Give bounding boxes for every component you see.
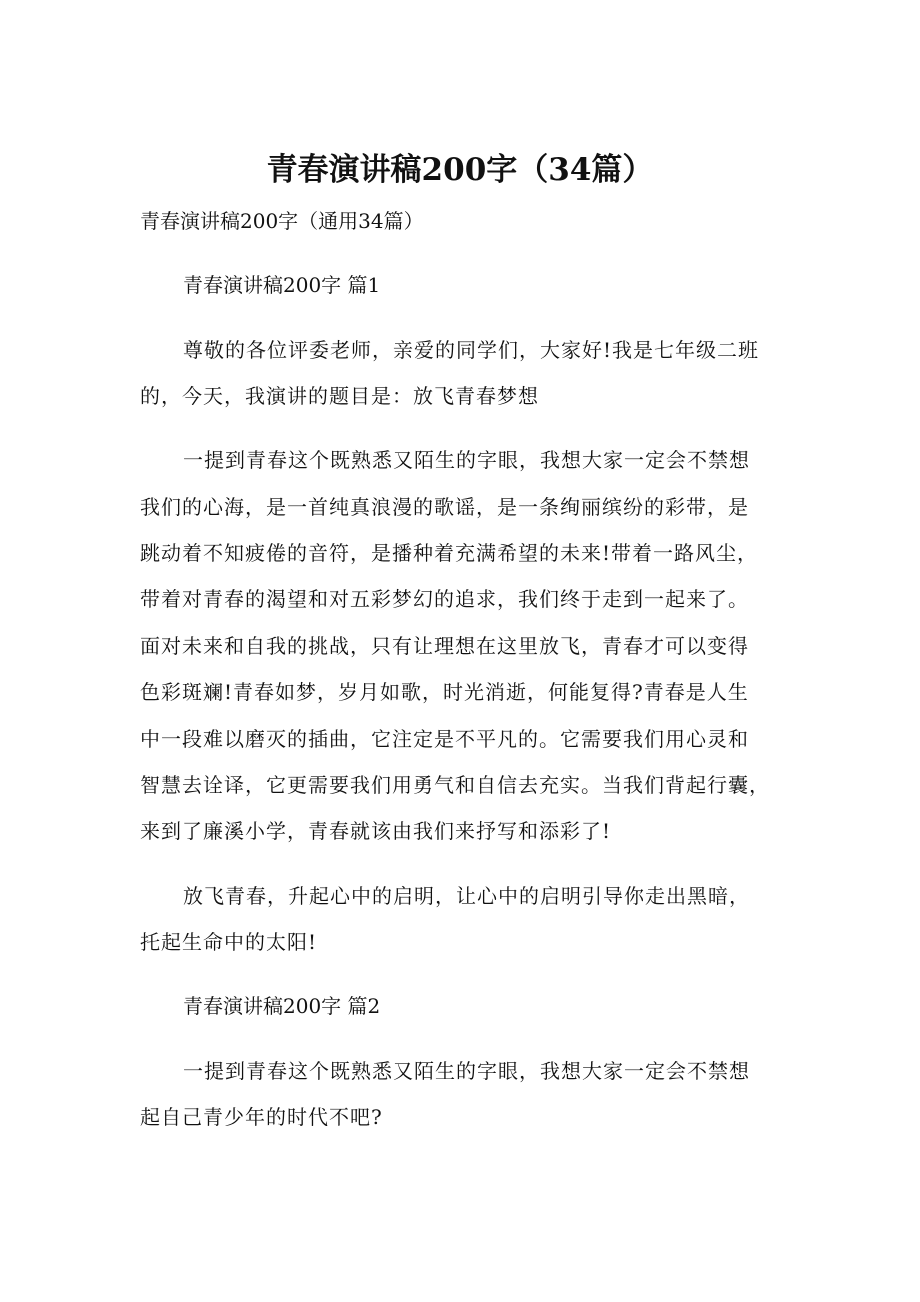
paragraph-line: 一提到青春这个既熟悉又陌生的字眼，我想大家一定会不禁想 bbox=[183, 1059, 750, 1083]
paragraph-line: 带着对青春的渴望和对五彩梦幻的追求，我们终于走到一起来了。 bbox=[140, 587, 749, 611]
paragraph-line: 托起生命中的太阳! bbox=[140, 930, 318, 954]
paragraph-line: 放飞青春，升起心中的启明，让心中的启明引导你走出黑暗， bbox=[183, 884, 750, 908]
paragraph-line: 色彩斑斓!青春如梦，岁月如歌，时光消逝，何能复得?青春是人生 bbox=[140, 680, 749, 704]
paragraph-line: 智慧去诠译，它更需要我们用勇气和自信去充实。当我们背起行囊， bbox=[140, 773, 770, 797]
section-heading: 青春演讲稿200字 篇2 bbox=[183, 994, 381, 1018]
section-heading: 青春演讲稿200字 篇1 bbox=[183, 273, 381, 297]
document-title: 青春演讲稿200字（34篇） bbox=[266, 152, 654, 188]
paragraph-line: 来到了廉溪小学，青春就该由我们来抒写和添彩了! bbox=[140, 819, 612, 843]
paragraph-line: 跳动着不知疲倦的音符，是播种着充满希望的未来!带着一路风尘， bbox=[140, 541, 759, 565]
document-subtitle: 青春演讲稿200字（通用34篇） bbox=[140, 209, 424, 233]
paragraph-line: 的，今天，我演讲的题目是：放飞青春梦想 bbox=[140, 384, 539, 408]
paragraph-line: 中一段难以磨灭的插曲，它注定是不平凡的。它需要我们用心灵和 bbox=[140, 727, 749, 751]
paragraph-line: 一提到青春这个既熟悉又陌生的字眼，我想大家一定会不禁想 bbox=[183, 448, 750, 472]
paragraph-line: 尊敬的各位评委老师，亲爱的同学们，大家好!我是七年级二班 bbox=[183, 338, 760, 362]
paragraph-line: 起自己青少年的时代不吧? bbox=[140, 1105, 383, 1129]
paragraph-line: 面对未来和自我的挑战，只有让理想在这里放飞，青春才可以变得 bbox=[140, 634, 749, 658]
paragraph-line: 我们的心海，是一首纯真浪漫的歌谣，是一条绚丽缤纷的彩带，是 bbox=[140, 495, 749, 519]
